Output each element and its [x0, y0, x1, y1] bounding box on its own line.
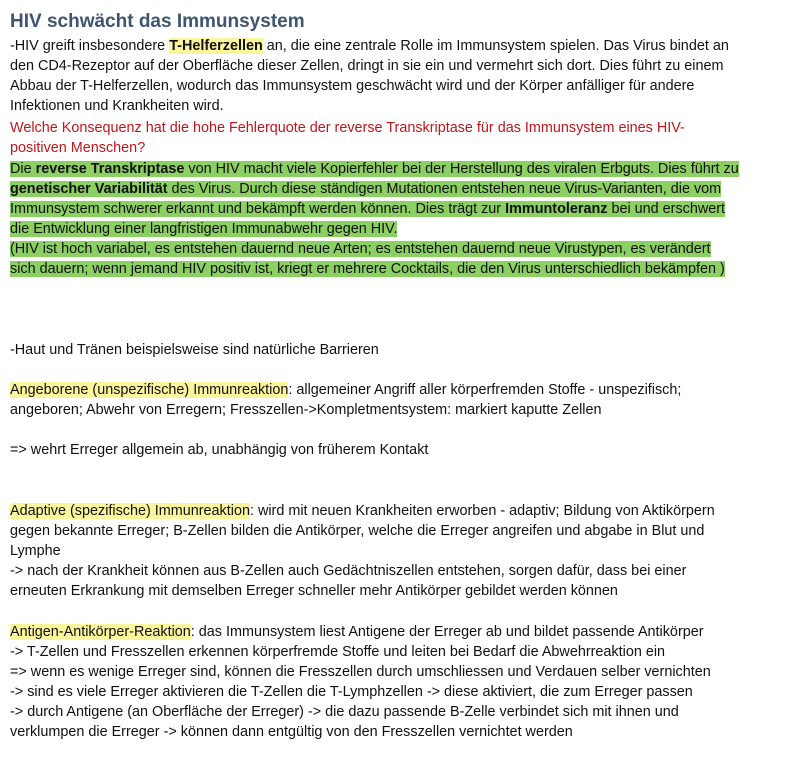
antigen-line-6: verklumpen die Erreger -> können dann entgültig von den Fresszellen vernichtet werden [10, 724, 573, 740]
antigen-paragraph [10, 622, 778, 742]
intro-line-2: den CD4-Rezeptor auf der Oberfläche dieser Zellen, dringt in sie ein und vermehrt sich dort. Dies führt zu einem [10, 58, 724, 74]
intro-line-4: Infektionen und Krankheiten wird. [10, 98, 224, 114]
barriers-paragraph [10, 340, 778, 360]
innate-line-1 [10, 380, 778, 400]
question-paragraph [10, 118, 778, 158]
innate-label: Angeborene (unspezifische) Immunreaktion [10, 382, 289, 398]
antigen-text: : das Immunsystem liest Antigene der Erreger ab und bildet passende Antikörper [190, 624, 704, 640]
answer-bold-term: reverse Transkriptase [35, 161, 185, 177]
antigen-line-3: => wenn es wenige Erreger sind, können die Fresszellen durch umschliessen und Verdauen selber vernichten [10, 664, 711, 680]
answer-text: bei und erschwert [607, 201, 726, 217]
answer-text: des Virus. Durch diese ständigen Mutationen entstehen neue Virus-Varianten, die vom [167, 181, 722, 197]
adaptive-line-2: gegen bekannte Erreger; B-Zellen bilden die Antikörper, welche die Erreger angreifen und abgabe in Blut und [10, 523, 705, 539]
intro-paragraph [10, 36, 778, 116]
answer-text: (HIV ist hoch variabel, es entstehen dauernd neue Arten; es entstehen dauernd neue Virustypen, es verändert [10, 241, 711, 257]
adaptive-line-4: -> nach der Krankheit können aus B-Zellen auch Gedächtniszellen entstehen, sorgen dafür, dass bei einer [10, 563, 687, 579]
antigen-label: Antigen-Antikörper-Reaktion [10, 624, 191, 640]
page-title: HIV schwächt das Immunsystem [10, 11, 305, 32]
answer-line-4 [10, 219, 778, 239]
innate-text: : allgemeiner Angriff aller körperfremden Stoffe - unspezifisch; [288, 382, 682, 398]
question-line-1: Welche Konsequenz hat die hohe Fehlerquote der reverse Transkriptase für das Immunsystem eines HIV- [10, 120, 685, 136]
answer-bold-term: Immuntoleranz [505, 201, 608, 217]
adaptive-label: Adaptive (spezifische) Immunreaktion [10, 503, 250, 519]
innate-summary: => wehrt Erreger allgemein ab, unabhängig von früherem Kontakt [10, 442, 429, 458]
adaptive-line-5: erneuten Erkrankung mit demselben Erreger schneller mehr Antikörper gebildet werden können [10, 583, 618, 599]
intro-line-1 [10, 36, 778, 56]
adaptive-line-1 [10, 501, 778, 521]
answer-text: sich dauern; wenn jemand HIV positiv ist, kriegt er mehrere Cocktails, die den Virus unterschiedlich bekämpfen ) [10, 261, 725, 277]
barriers-line: -Haut und Tränen beispielsweise sind natürliche Barrieren [10, 342, 379, 358]
answer-line-3 [10, 199, 778, 219]
intro-line-3: Abbau der T-Helferzellen, wodurch das Immunsystem geschwächt wird und der Körper anfälliger für andere [10, 78, 695, 94]
adaptive-paragraph [10, 501, 778, 601]
antigen-line-1 [10, 622, 778, 642]
antigen-line-5: -> durch Antigene (an Oberfläche der Erreger) -> die dazu passende B-Zelle verbindet sich mit ihnen und [10, 704, 679, 720]
answer-text: die Entwicklung einer langfristigen Immunabwehr gegen HIV. [10, 221, 398, 237]
innate-paragraph [10, 380, 778, 420]
question-line-2: positiven Menschen? [10, 140, 146, 156]
t-helferzellen-highlight: T-Helferzellen [169, 38, 263, 54]
innate-summary-paragraph [10, 440, 778, 460]
answer-line-1 [10, 159, 778, 179]
answer-paragraph [10, 159, 778, 279]
intro-text: -HIV greift insbesondere [10, 38, 170, 54]
innate-line-2: angeboren; Abwehr von Erregern; Fresszellen->Kompletmentsystem: markiert kaputte Zellen [10, 402, 602, 418]
antigen-line-2: -> T-Zellen und Fresszellen erkennen körperfremde Stoffe und leiten bei Bedarf die Abwehrreaktion ein [10, 644, 666, 660]
answer-line-2 [10, 179, 778, 199]
adaptive-line-3: Lymphe [10, 543, 61, 559]
answer-bold-term: genetischer Variabilität [10, 181, 168, 197]
antigen-line-4: -> sind es viele Erreger aktivieren die T-Zellen die T-Lymphzellen -> diese aktiviert, die zum Erreger passen [10, 684, 693, 700]
answer-text: von HIV macht viele Kopierfehler bei der Herstellung des viralen Erbguts. Dies führt zu [184, 161, 739, 177]
adaptive-text: : wird mit neuen Krankheiten erworben - adaptiv; Bildung von Aktikörpern [249, 503, 715, 519]
answer-text: Immunsystem schwerer erkannt und bekämpft werden können. Dies trägt zur [10, 201, 506, 217]
answer-line-6 [10, 259, 778, 279]
answer-line-5 [10, 239, 778, 259]
intro-text: an, die eine zentrale Rolle im Immunsystem spielen. Das Virus bindet an [262, 38, 729, 54]
answer-text: Die [10, 161, 36, 177]
